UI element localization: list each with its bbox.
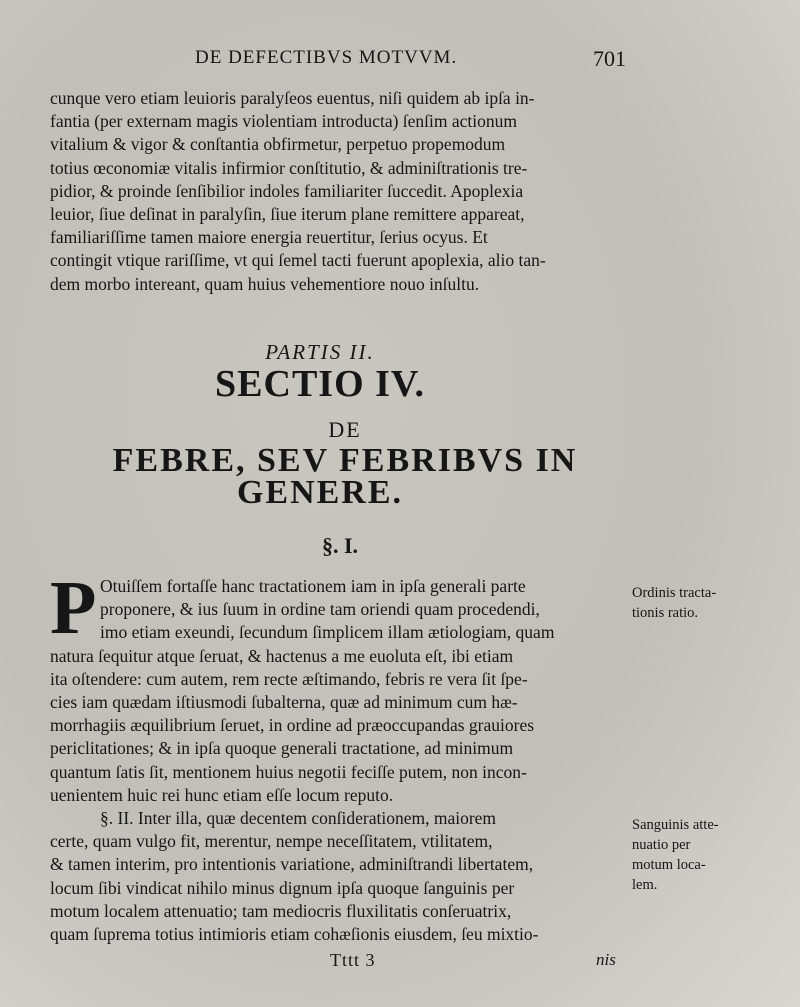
paragraph-1 [50, 87, 628, 296]
part-label: PARTIS II. [265, 340, 375, 364]
chapter-title-line-1: FEBRE, SEV FEBRIBVS IN [112, 442, 578, 479]
text-line: vitalium & vigor & conſtantia obfirmetur, perpetuo propemodum [50, 134, 506, 155]
paragraph-2 [50, 575, 628, 807]
margin-note-2 [632, 815, 797, 895]
text-line: contingit vtique rariſſime, vt qui ſemel tacti fuerunt apoplexia, alio tan- [50, 250, 546, 271]
drop-cap: P [50, 566, 97, 650]
text-line: ita oſtendere: cum autem, rem recte æſtimando, febris re vera ſit ſpe- [50, 668, 528, 689]
text-line: cunque vero etiam leuioris paralyſeos euentus, niſi quidem ab ipſa in- [50, 88, 535, 108]
section-title: SECTIO IV. [215, 363, 425, 405]
paragraph-3 [50, 807, 628, 946]
text-line: familiariſſime tamen maiore energia reuertitur, ſerius ocyus. Et [50, 227, 488, 248]
text-line: totius œconomiæ vitalis infirmior conſtitutio, & adminiſtrationis tre- [50, 157, 528, 178]
text-line: quam ſuprema totius intimioris etiam cohæſionis eiusdem, ſeu mixtio- [50, 923, 539, 944]
running-title: DE DEFECTIBVS MOTVVM. [195, 47, 458, 68]
text-line: dem morbo intereant, quam huius vehementiore nouo inſultu. [50, 273, 480, 294]
page-number: 701 [593, 46, 626, 71]
text-line: proponere, & ius ſuum in ordine tam oriendi quam procedendi, [100, 599, 540, 620]
margin-note-line: tionis ratio. [632, 605, 699, 621]
text-line: fantia (per externam magis violentiam introducta) ſenſim actionum [50, 111, 517, 132]
text-line: leuior, ſiue deſinat in paralyſin, ſiue iterum plane remittere appareat, [50, 203, 525, 224]
de-label: DE [328, 417, 362, 442]
margin-note-line: nuatio per [632, 837, 691, 853]
margin-note-line: Ordinis tracta- [632, 585, 717, 601]
text-line: morrhagiis æquilibrium ſeruet, in ordine ad præoccupandas grauiores [50, 715, 535, 736]
text-line: Otuiſſem fortaſſe hanc tractationem iam in ipſa generali parte [100, 576, 526, 596]
text-line: uenientem huic rei hunc etiam eſſe locum reputo. [50, 784, 394, 805]
chapter-title-line-2: GENERE. [236, 474, 404, 511]
text-line: §. II. Inter illa, quæ decentem conſiderationem, maiorem [100, 808, 497, 828]
text-line: motum localem attenuatio; tam mediocris fluxilitatis conſeruatrix, [50, 900, 512, 921]
text-line: pidior, & proinde ſenſibilior indoles familiariter ſuccedit. Apoplexia [50, 180, 524, 201]
text-line: natura ſequitur atque ſeruat, & hactenus a me euoluta eſt, ibi etiam [50, 645, 514, 666]
text-line: cies iam quædam iſtiusmodi ſubalterna, quæ ad minimum cum hæ- [50, 691, 518, 712]
text-line: quantum ſatis ſit, mentionem huius negotii feciſſe putem, non incon- [50, 761, 527, 782]
margin-note-1 [632, 583, 797, 623]
margin-note-line: Sanguinis atte- [632, 817, 719, 833]
text-line: imo etiam exeundi, ſecundum ſimplicem illam ætiologiam, quam [100, 622, 555, 643]
text-line: & tamen interim, pro intentionis variatione, adminiſtrandi libertatem, [50, 854, 534, 875]
text-line: certe, quam vulgo fit, merentur, nempe neceſſitatem, vtilitatem, [50, 831, 493, 852]
catchword: nis [596, 950, 616, 969]
signature-mark: Tttt 3 [330, 950, 376, 970]
section-mark: §. I. [321, 533, 359, 558]
margin-note-line: lem. [632, 877, 658, 893]
text-line: locum ſibi vindicat nihilo minus dignum ipſa quoque ſanguinis per [50, 877, 515, 898]
margin-note-line: motum loca- [632, 857, 706, 873]
text-line: periclitationes; & in ipſa quoque generali tractatione, ad minimum [50, 738, 514, 759]
